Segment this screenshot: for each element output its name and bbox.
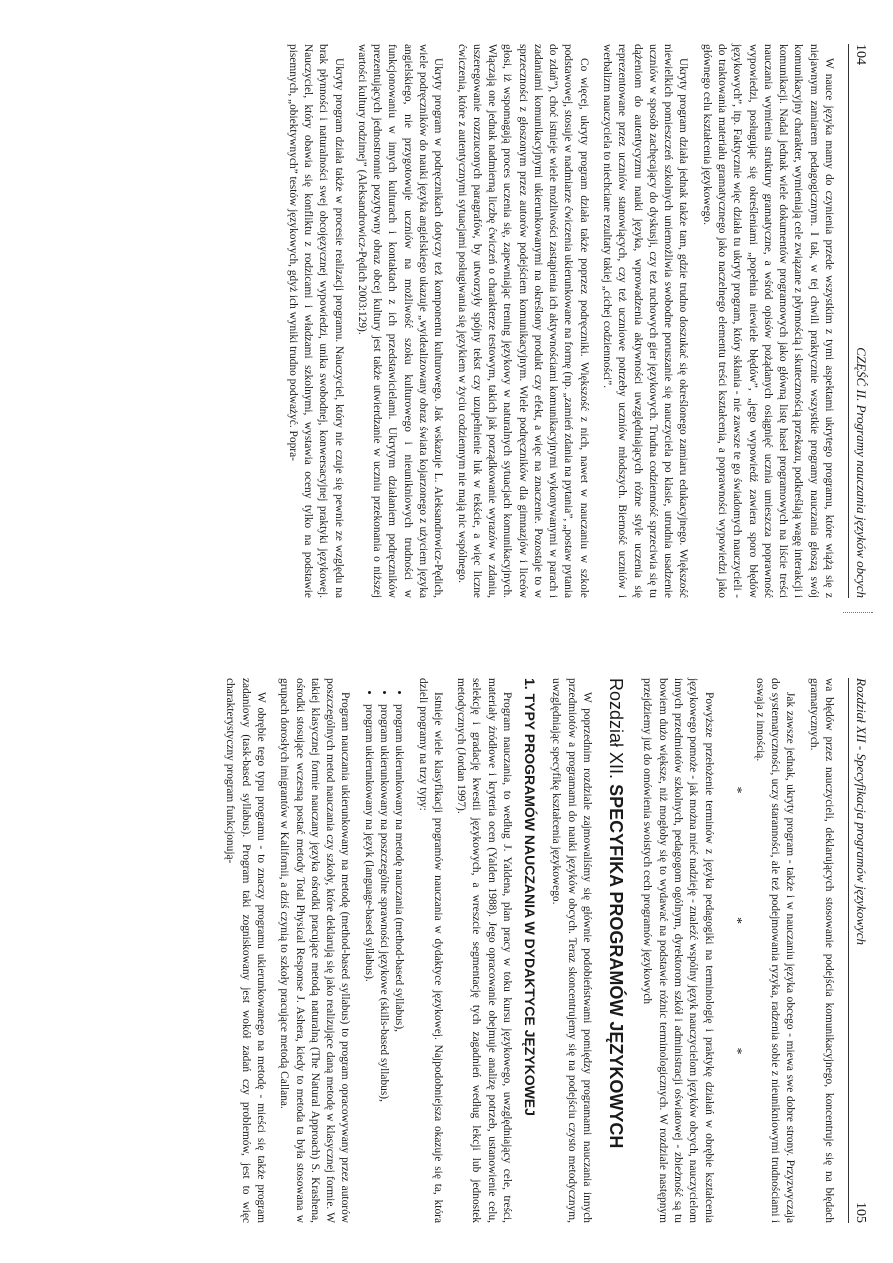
page-gutter (843, 612, 873, 614)
right-page-number: 105 (853, 1202, 868, 1223)
right-page (0, 632, 893, 1263)
list-item: • program ukierunkowany na poszczególne sprawności językowe (skills-based syllabus), (376, 704, 391, 1223)
list-item: • program ukierunkowany na metodę nauczania (method-based syllabus), (391, 704, 406, 1223)
section-stars: * * * (728, 786, 744, 1115)
section-heading: 1. TYPY PROGRAMÓW NAUCZANIA W DYDAKTYCE JĘZYKOWEJ (521, 678, 538, 1116)
section-paragraph-3: Program nauczania ukierunkowany na metodę (method-based syllabus) to program opracowywany przez autorów poszczególnych metod nauczania czy szkoły, które deklarują się jako realizujące daną metodę w klasycznej formie. W takiej klasycznej formie nauczany języka ośrodki pracujące metodą naturalną (The Natural Approach) S. Krashena, ośrodki stosujące wczesną postać metody Total Physical Response J. Ashera, kiedy to metoda ta była stosowana w grupach dorosłych imigrantów w Kalifornii, a dziś czynią to szkoły pracujące metodą Callana. (278, 678, 352, 1223)
right-page-header (848, 678, 869, 1223)
left-paragraph-1: W nauce języka mamy do czynienia przede wszystkim z tymi aspektami ukrytego programu, które wiążą się z niejawnym zamiarem pedagogicznym. I tak, w tej chwili praktycznie wszystkie programy nauczania głoszą swój komunikacyjny charakter, wymieniają cele związane z płynnością i skutecznością przekazu, podkreślają wagę interakcji i komunikacji. Nadal jednak wiele dokumentów programowych jako główną listę haseł programowych na liście treści nauczania wymienia struktury gramatyczne, a wśród opisów pożądanych osiągnięć ucznia umieszcza poprawność wypowiedzi, posługując się określeniami „popełnia niewiele błędów”, „jego wypowiedź zawiera sporo błędów językowych”, itp. Faktycznie więc działa tu ukryty program, który skłania - nie zawsze te go świadomych nauczycieli - do traktowania materiału gramatycznego jako naczelnego elementu treści kształcenia, a poprawności wypowiedzi jako głównego celu kształcenia językowego. (700, 44, 835, 598)
chapter-prefix: Rozdział XII. (606, 678, 627, 780)
left-paragraph-2: Ukryty program działa jednak także tam, gdzie trudno doszukać się określonego zamiaru edukacyjnego. Większość niewielkich pomieszczeń szkolnych uniemożliwia swobodne poruszanie się nauczyciela po klasie, utrudnia usadzenie uczniów w sposób zachęcający do dyskusji, czy też ruchowych gier językowych. Trudna codzienność sprzeciwia się tu dążeniom do autentycyzmu nauki języka, wprowadzenia aktywności uwzględniających różne style uczenia się reprezentowane przez uczniów stanowiących, czy też uczniowe potrzeby uczniów młodszych. Bierność uczniów i werbalizm nauczyciela to niechciane rezultaty takiej „cichej codzienności”. (601, 44, 690, 598)
left-paragraph-5: Ukryty program działa także w procesie realizacji programu. Nauczyciel, który nie czuje się pewnie ze względu na brak płynności i naturalności swej obcojęzycznej wypowiedzi, unika swobodnej, konwersacyjnej praktyki językowej. Nauczyciel, który obawia się konfliktu z rodzicami i władzami szkolnymi, wystawia oceny tylko na podstawie pisemnych, „obiektywnych” testów językowych, gdyż ich wyniki trudno podważyć. Popra- (286, 44, 345, 598)
section-paragraph-1: Program nauczania, to według J. Yaldena, plan pracy w toku kursu językowego, uwzględniający cele, treści, materiały źródłowe i kryteria ocen (Yalden 1988). Jego opracowanie obejmuje analizę potrzeb, ustanowienie celu, selekcję i gradację kwestii językowych, a wreszcie segmentację tych zagadnień według lekcji lub jednostek metodycznych (Jordan 1997). (455, 678, 513, 1223)
right-paragraph-continued: wa błędów przez nauczycieli, deklarujących stosowanie podejścia komunikacyjnego, koncentruje się na błędach gramatycznych. (807, 678, 835, 1223)
left-running-title: CZĘŚĆ II. Programy nauczania języków obcych (854, 347, 869, 598)
section-paragraph-4: W obrębie tego typu programu - to znaczy programu ukierunkowanego na metodę - mieści się także program zadaniowy (task-based syllabus). Program taki zogniskowany jest wokół zadań czy problemów, jest to więc charakterystyczny program funkcjonują- (224, 678, 268, 1223)
chapter-title: SPECYFIKA PROGRAMÓW JĘZYKOWYCH (606, 784, 627, 1149)
section-paragraph-2: Istnieje wiele klasyfikacji programów nauczania w dydaktyce językowej. Najpodobniejsza okazuje się ta, która dzieli programy na trzy typy: (416, 678, 444, 1223)
right-paragraph-2: Jak zawsze jednak, ukryty program - także i w nauczaniu języka obcego - miewa swe dobre strony. Przyzwyczaja do systematyczności, uczy staranności, ale też podejmowania ryzyka, radzenia sobie z nieunikniowymi trudnościami i oswaja z innością. (753, 678, 797, 1223)
syllabus-type-list (360, 678, 406, 1223)
right-running-title: Rozdział XII - Specyfikacja programów językowych (854, 678, 869, 946)
chapter-heading (604, 678, 627, 1223)
right-paragraph-after-stars: Powyższe przełożenie terminów z języka pedagogiki na terminologię i praktykę działań w obrębie kształcenia językowego pomoże - jak można mieć nadzieję - znaleźć wspólny język nauczycielom języków obcych, nauczycielom innych przedmiotów szkolnych, pedagogom ogólnym, dyrektorom szkół i administracji oświatowej - zbieżność są tu bowiem dużo większe, niż mogłoby się to wydawać na podstawie różnic terminologicznych. W rozdziale następnym przejdziemy już do omówienia swoistych cech programów językowych (641, 678, 715, 1223)
left-paragraph-4: Ukryty program w podręcznikach dotyczy też komponentu kulturowego. Jak wskazuje L. Aleksandrowicz-Pędich, wiele podręczników do nauki języka angielskiego ukazuje „wyidealizowany obraz świata kojarzonego z użyciem języka angielskiego, nie przygotowuje uczniów na możliwość szoku kulturowego i nieunikniowych trudności w funkcjonowaniu w innych kulturach i kontaktach z ich przedstawicielami. Ukrytym działaniem podręczników prezentujących jednostronnie pozytywny obraz obcej kultury jest także utwierdzanie w uczniu przekonania o niższej wartości kultury rodzimej” (Aleksandrowicz-Pędich 2003:129). (355, 44, 445, 598)
left-page-number: 104 (853, 44, 868, 65)
left-paragraph-3: Co więcej, ukryty program działa także poprzez podręczniki. Większość z nich, nawet w nauczaniu w szkole podstawowej, stosuje w nadmiarze ćwiczenia ukierunkowane na formę (np. „zamień zdania na pytania”, „postaw pytania do zdań”), choć istnieje wiele możliwości zastąpienia ich aktywnościami komunikacyjnymi wykonywanymi w parach i zadaniami komunikacyjnymi ukierunkowanymi na określony produkt czy efekt, a więc na znaczenie. Pozostaje to w sprzeczności z głoszonym przez autorów podejściem komunikacyjnym. Wiele podręczników dla gimnazjów i liceów głosi, iż wspomagają proces uczenia się, zapewniając trening językowy w naturalnych sytuacjach komunikacyjnych. Włączają one jednak nadmierną liczbę ćwiczeń o charakterze testowym, takich jak porządkowanie wyrazów w zdaniu, uszeregowanie rozrzuconych paragrafów, by utworzyły spójny tekst czy uzupełnienie luk w tekście, a więc liczne ćwiczenia, które z autentycznymi sytuacjami posługiwania się językiem w życiu codziennym nie mają nic wspólnego. (455, 44, 590, 598)
chapter-intro: W poprzednim rozdziale zajmowaliśmy się głównie podobieństwami pomiędzy programami nauczania innych przedmiotów a programami do nauki języków obcych. Teraz skoncentrujemy się na podejściu czysto metodycznym, uwzględniając specyfikę kształcenia językowego. (550, 678, 593, 1223)
left-page-header (848, 44, 869, 598)
list-item: • program ukierunkowany na język (language-based syllabus). (360, 704, 375, 1223)
